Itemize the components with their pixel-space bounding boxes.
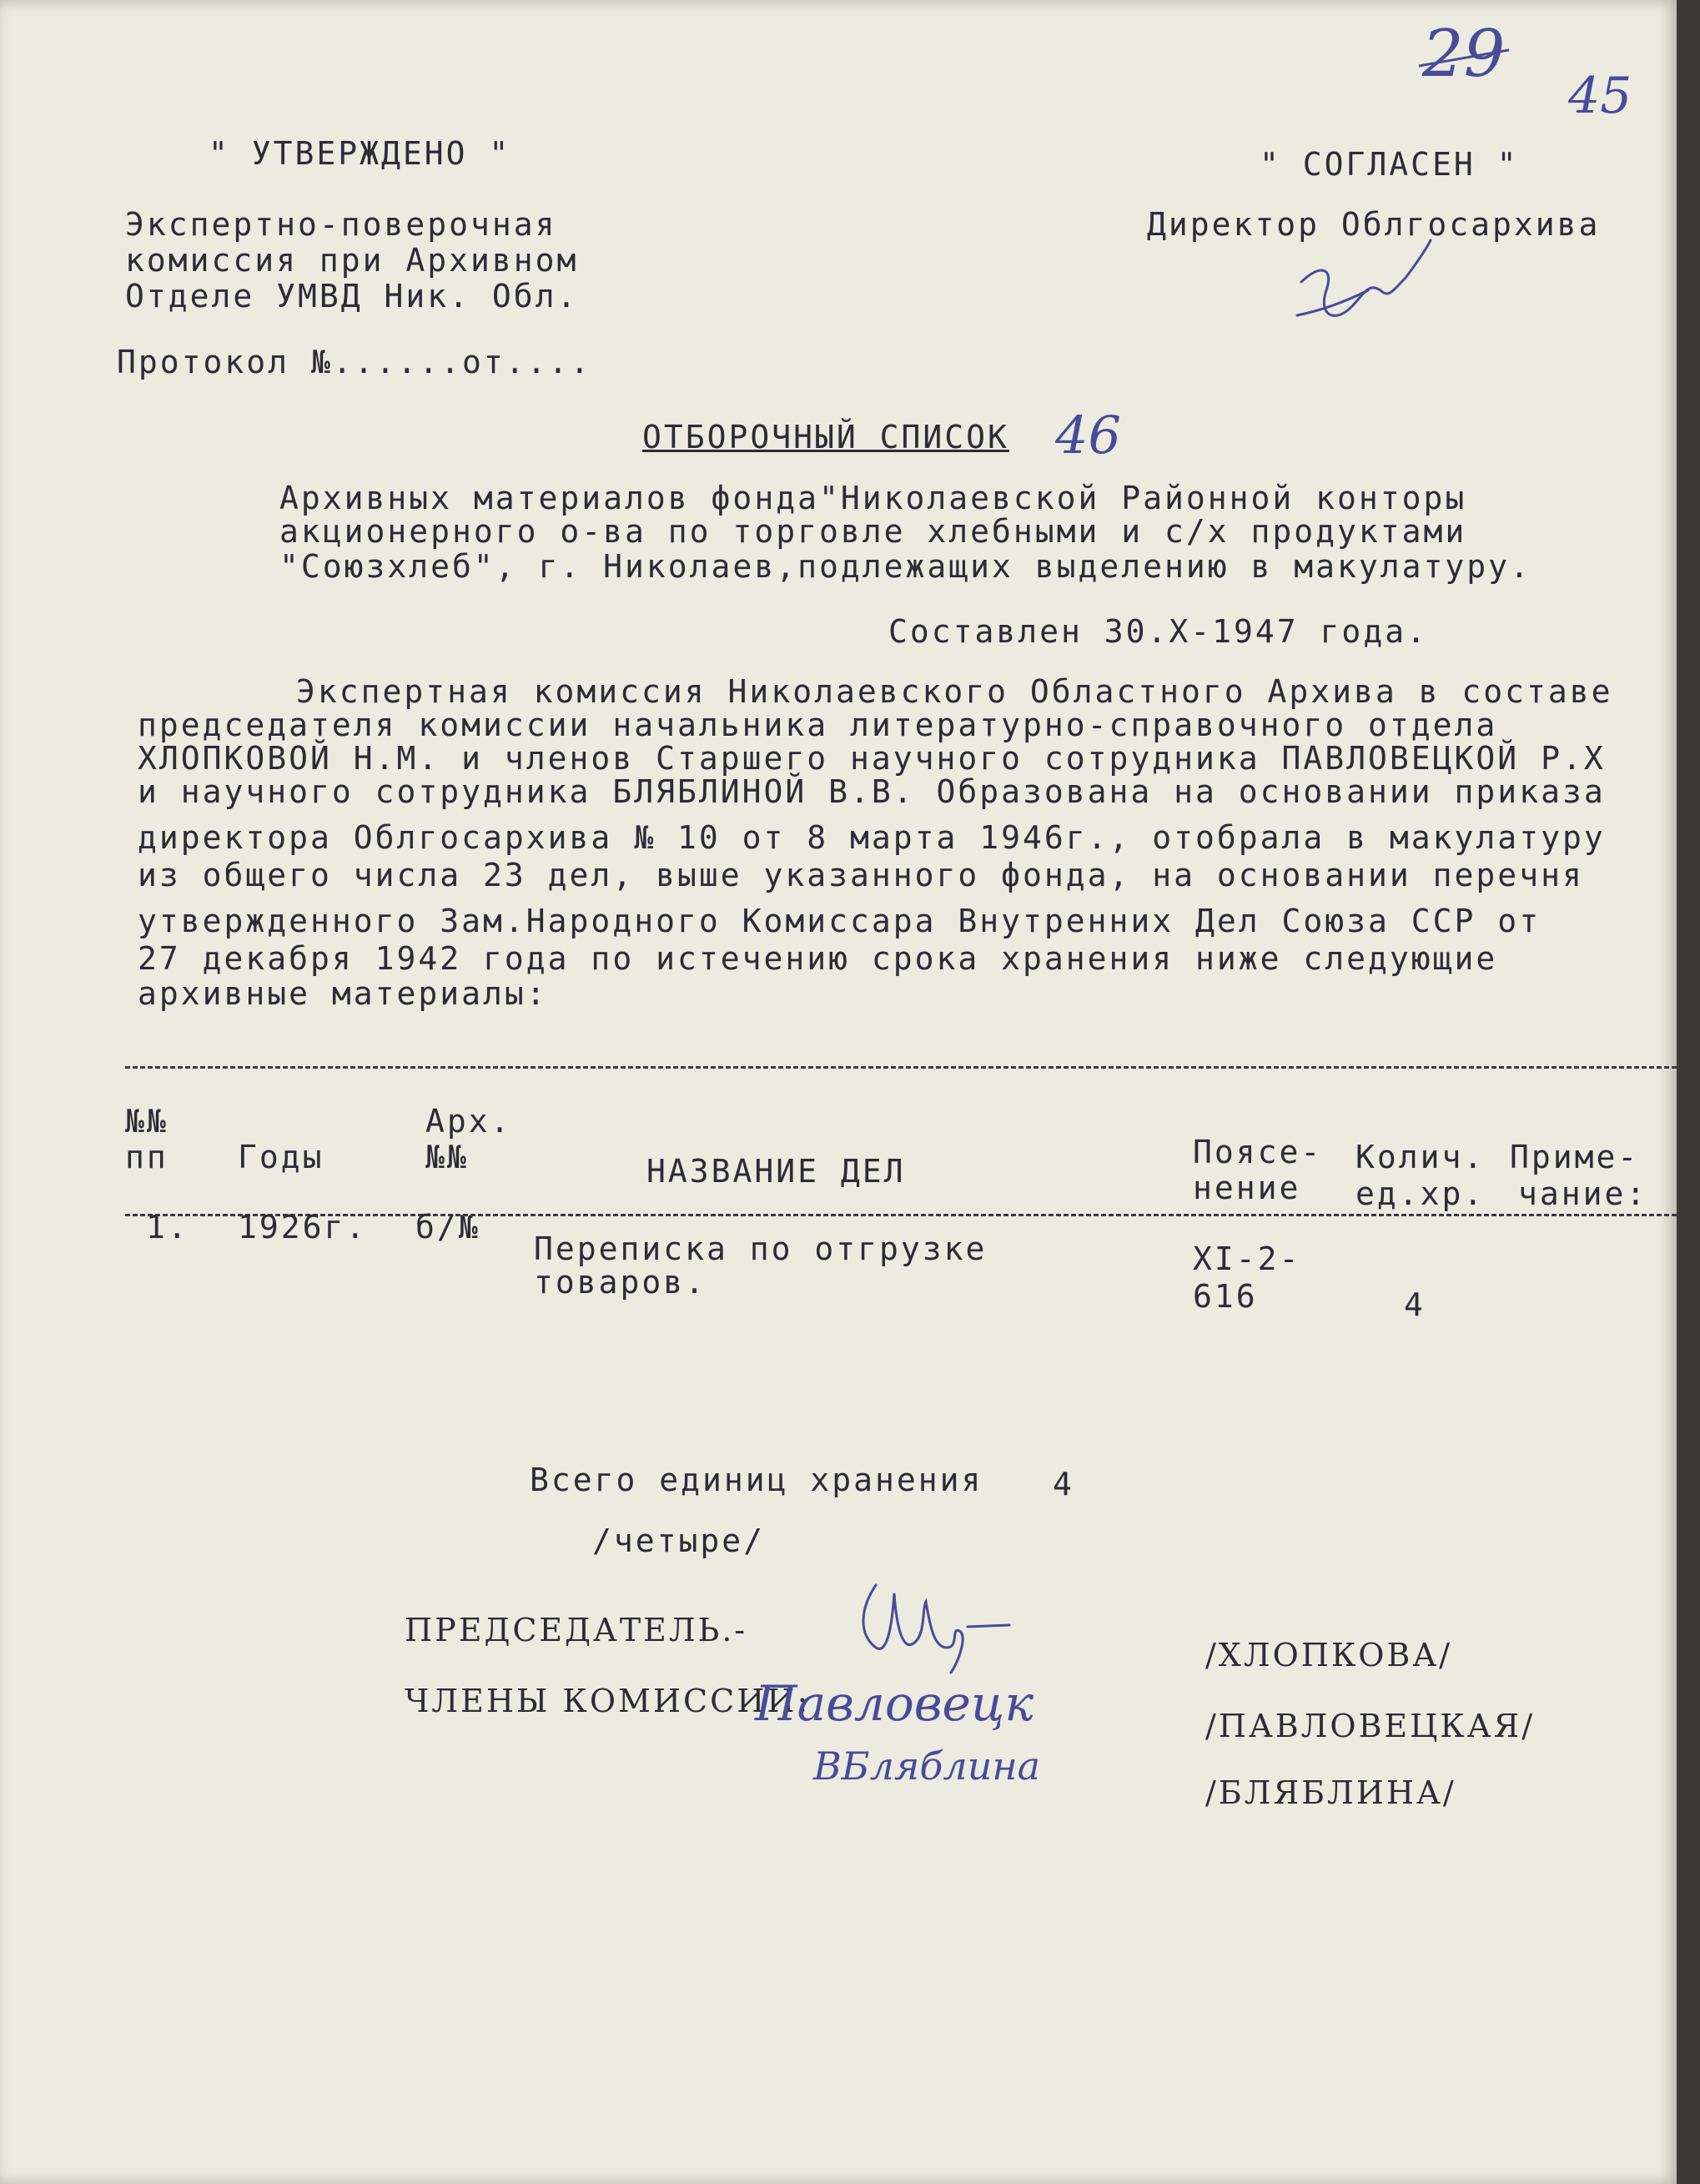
sheet-number: 45 bbox=[1568, 67, 1632, 125]
header-num-1: №№ bbox=[125, 1103, 168, 1140]
member1-name: /ПАВЛОВЕЦКАЯ/ bbox=[1205, 1708, 1535, 1744]
total-label: Всего единиц хранения bbox=[530, 1462, 983, 1498]
subtitle-line-2: акционерного о-ва по торговле хлебными и с/х продуктами bbox=[279, 513, 1467, 550]
body-line-6: из общего числа 23 дел, выше указанного фонда, на основании перечня bbox=[138, 857, 1584, 893]
members-label: ЧЛЕНЫ КОМИССИИ: bbox=[405, 1683, 811, 1719]
total-words: /четыре/ bbox=[592, 1522, 766, 1559]
header-arch-1: Арх. bbox=[425, 1103, 512, 1140]
body-line-9: архивные материалы: bbox=[138, 975, 548, 1012]
chair-name: /ХЛОПКОВА/ bbox=[1205, 1637, 1452, 1673]
header-name: НАЗВАНИЕ ДЕЛ bbox=[646, 1153, 906, 1190]
header-num-2: пп bbox=[125, 1139, 168, 1175]
compiled-date: Составлен 30.Х-1947 года. bbox=[888, 613, 1428, 650]
body-line-3: ХЛОПКОВОЙ Н.М. и членов Старшего научного сотрудника ПАВЛОВЕЦКОЙ Р.Х bbox=[138, 740, 1606, 777]
subtitle-line-1: Архивных материалов фонда"Николаевской Районной конторы bbox=[279, 480, 1467, 516]
approved-title: " УТВЕРЖДЕНО " bbox=[209, 135, 511, 172]
row-num: 1. bbox=[146, 1209, 189, 1245]
list-number: 46 bbox=[1055, 405, 1121, 465]
subtitle-line-3: "Союзхлеб", г. Николаев,подлежащих выделению в макулатуру. bbox=[279, 548, 1532, 585]
agreed-body: Директор Облгосархива bbox=[1147, 206, 1601, 243]
header-remark-1: Приме- bbox=[1510, 1139, 1640, 1175]
chair-signature bbox=[842, 1568, 1026, 1685]
approved-body-3: Отделе УМВД Ник. Обл. bbox=[125, 278, 579, 315]
row-name-1: Переписка по отгрузке bbox=[534, 1230, 988, 1267]
member2-name: /БЛЯБЛИНА/ bbox=[1205, 1774, 1456, 1811]
member2-signature: ВБляблина bbox=[813, 1744, 1041, 1789]
row-arch: б/№ bbox=[415, 1209, 480, 1245]
row-qty: 4 bbox=[1404, 1286, 1426, 1323]
header-remark-2: чание: bbox=[1518, 1175, 1648, 1212]
chair-label: ПРЕДСЕДАТЕЛЬ.- bbox=[405, 1612, 748, 1648]
header-arch-2: №№ bbox=[425, 1139, 469, 1175]
approved-body-2: комиссия при Архивном bbox=[125, 242, 579, 279]
body-line-8: 27 декабря 1942 года по истечению срока хранения ниже следующие bbox=[138, 940, 1498, 977]
header-qty-1: Колич. bbox=[1355, 1139, 1486, 1175]
body-line-5: директора Облгосархива № 10 от 8 марта 1946г., отобрала в макулатуру bbox=[138, 819, 1606, 856]
table-top-rule bbox=[125, 1066, 1677, 1069]
body-line-2: председателя комиссии начальника литературно-справочного отдела bbox=[138, 707, 1498, 743]
row-years: 1926г. bbox=[238, 1209, 368, 1245]
protocol-line: Протокол №......от.... bbox=[117, 344, 592, 380]
total-value: 4 bbox=[1053, 1466, 1074, 1502]
sheet-number-struck: 29 bbox=[1422, 17, 1506, 92]
row-name-2: товаров. bbox=[534, 1264, 707, 1301]
header-note-1: Поясе- bbox=[1193, 1134, 1323, 1170]
row-note-1: XI-2- bbox=[1193, 1240, 1301, 1277]
row-note-2: 616 bbox=[1193, 1278, 1258, 1315]
body-line-7: утвержденного Зам.Народного Комиссара Внутренних Дел Союза ССР от bbox=[138, 903, 1542, 939]
body-line-1: Экспертная комиссия Николаевского Областного Архива в составе bbox=[296, 673, 1613, 710]
body-line-4: и научного сотрудника БЛЯБЛИНОЙ В.В. Образована на основании приказа bbox=[138, 773, 1606, 810]
document-title: ОТБОРОЧНЫЙ СПИСОК bbox=[642, 419, 1009, 455]
header-note-2: нение bbox=[1193, 1170, 1301, 1206]
member1-signature: Павловецк bbox=[755, 1675, 1034, 1732]
header-qty-2: ед.хр. bbox=[1355, 1175, 1486, 1212]
header-years: Годы bbox=[238, 1139, 324, 1175]
agreed-title: " СОГЛАСЕН " bbox=[1260, 146, 1519, 183]
approved-body-1: Экспертно-поверочная bbox=[125, 206, 557, 243]
